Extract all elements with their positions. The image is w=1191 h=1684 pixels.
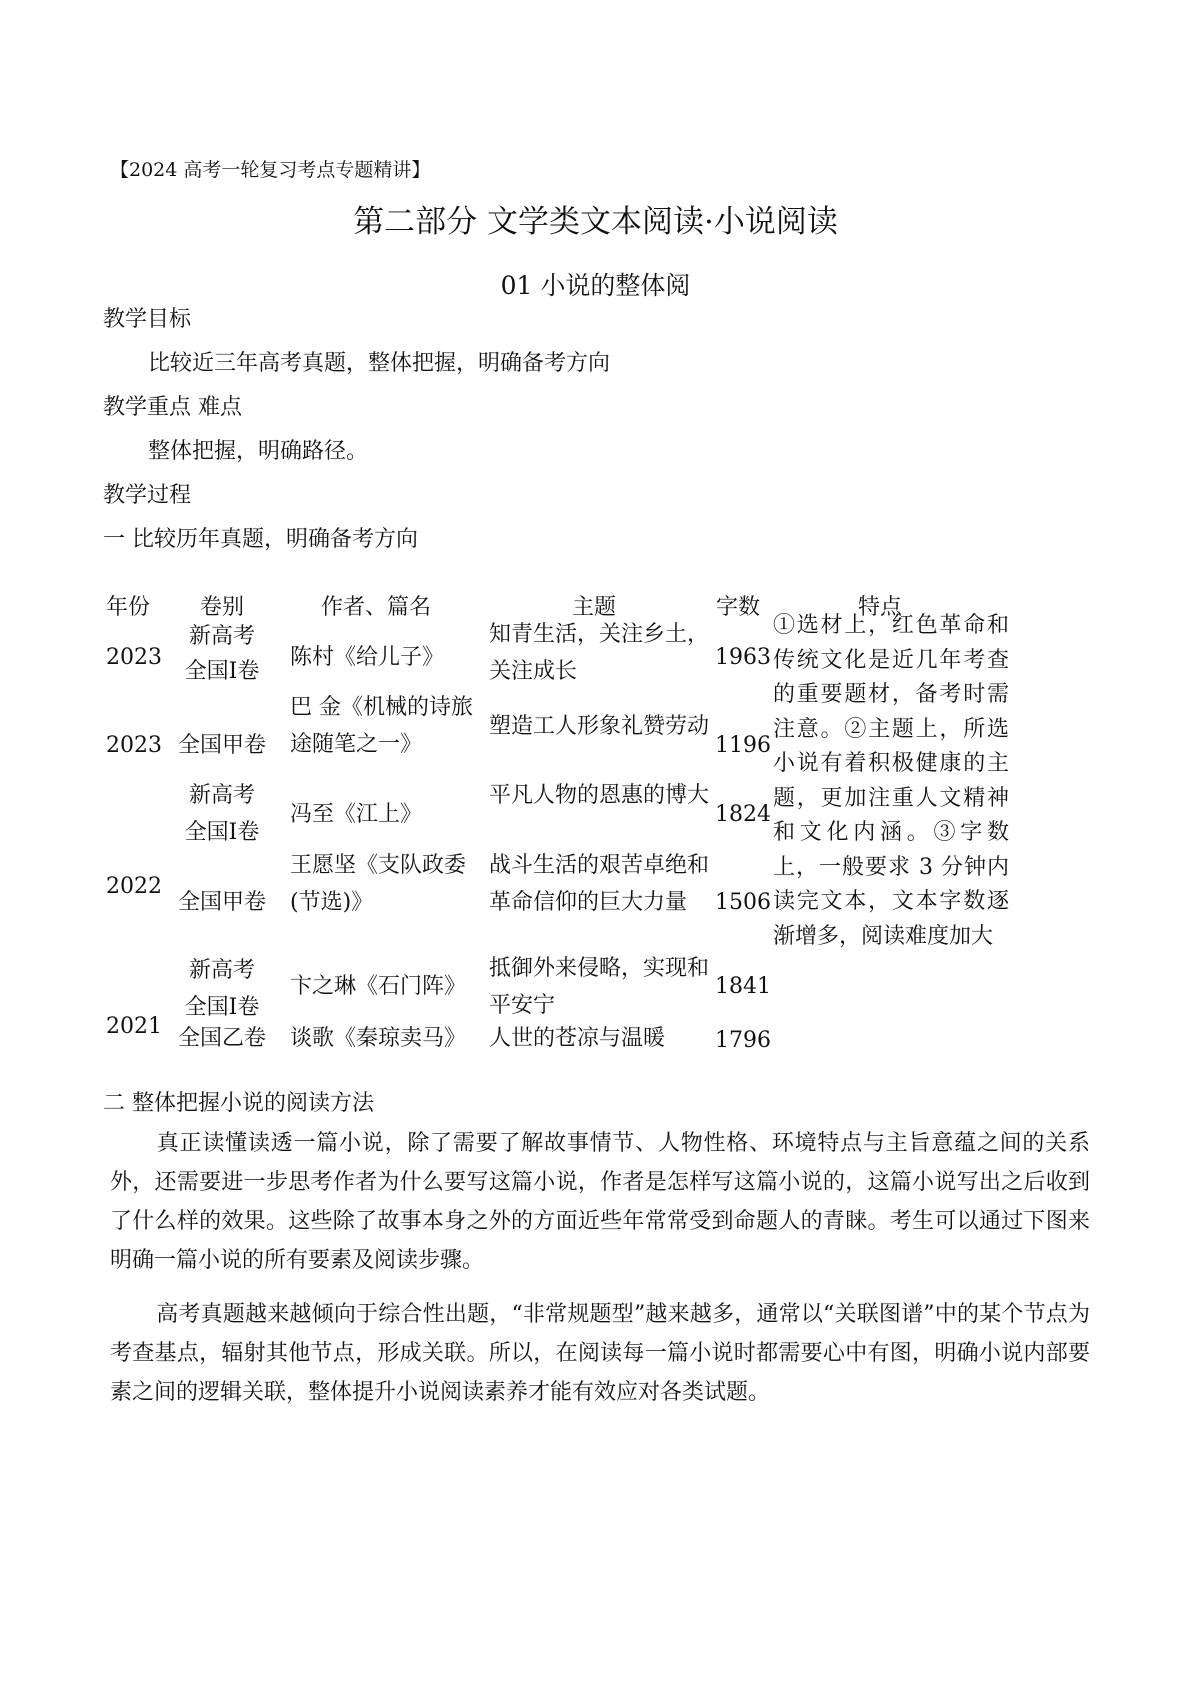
year-cell: 2021	[106, 1014, 162, 1039]
paper-cell: 新高考 全国Ⅰ卷	[184, 958, 260, 1020]
paper-cell: 新高考 全国Ⅰ卷	[184, 624, 260, 684]
words-cell: 1963	[715, 645, 771, 670]
page-title: 第二部分 文学类文本阅读·小说阅读	[353, 204, 838, 240]
th-year: 年份	[106, 595, 151, 620]
words-cell: 1841	[715, 974, 771, 999]
work-cell: 陈村《给儿子》	[290, 645, 445, 670]
paragraph-1	[110, 1124, 1090, 1280]
theme-cell: 平凡人物的恩惠的博大	[489, 783, 710, 808]
words-cell: 1796	[715, 1028, 771, 1053]
theme-cell: 抵御外来侵略，实现和平安宁	[489, 956, 710, 1018]
series-tag: 【2024 高考一轮复习考点专题精讲】	[110, 159, 431, 181]
th-words: 字数	[716, 595, 761, 620]
lesson-title: 01 小说的整体阅	[500, 271, 691, 300]
th-paper: 卷别	[199, 595, 244, 620]
paper-cell: 新高考 全国Ⅰ卷	[184, 783, 260, 845]
goal-label: 教学目标	[103, 307, 192, 332]
th-features: 特点	[858, 595, 903, 620]
paper-cell: 全国甲卷	[177, 890, 266, 915]
theme-cell: 知青生活，关注乡土，关注成长	[489, 622, 710, 684]
work-cell: 卞之琳《石门阵》	[290, 974, 467, 999]
part2-heading: 二 整体把握小说的阅读方法	[103, 1091, 374, 1116]
year-cell: 2023	[106, 645, 162, 670]
year-cell: 2023	[106, 733, 162, 758]
goal-text: 比较近三年高考真题，整体把握，明确备考方向	[148, 351, 611, 376]
year-cell: 2022	[106, 874, 162, 899]
words-cell: 1506	[715, 890, 771, 915]
words-cell: 1196	[715, 733, 771, 758]
th-work: 作者、篇名	[321, 595, 432, 620]
paragraph-2-text: 高考真题越来越倾向于综合性出题，“非常规题型”越来越多，通常以“关联图谱”中的某个节点为考查基点，辐射其他节点，形成关联。所以，在阅读每一篇小说时都需要心中有图，明确小说内部要素之间的逻辑关联，整体提升小说阅读素养才能有效应对各类试题。	[110, 1302, 1090, 1405]
paragraph-1-text: 真正读懂读透一篇小说，除了需要了解故事情节、人物性格、环境特点与主旨意蕴之间的关系外，还需要进一步思考作者为什么要写这篇小说，作者是怎样写这篇小说的，这篇小说写出之后收到了什么样的效果。这些除了故事本身之外的方面近些年常常受到命题人的青睐。考生可以通过下图来明确一篇小说的所有要素及阅读步骤。	[110, 1131, 1090, 1273]
words-cell: 1824	[715, 802, 771, 827]
focus-label: 教学重点 难点	[103, 395, 242, 420]
theme-cell: 战斗生活的艰苦卓绝和革命信仰的巨大力量	[489, 853, 710, 915]
work-cell: 巴 金《机械的诗旅途随笔之一》	[290, 695, 473, 757]
focus-text: 整体把握，明确路径。	[148, 439, 369, 464]
paragraph-2	[110, 1295, 1090, 1412]
theme-cell: 人世的苍凉与温暖	[489, 1026, 666, 1051]
work-cell: 冯至《江上》	[290, 802, 423, 827]
paper-cell: 全国甲卷	[177, 733, 266, 758]
part1-heading: 一 比较历年真题，明确备考方向	[103, 527, 418, 552]
process-label: 教学过程	[103, 483, 192, 508]
paper-cell: 全国乙卷	[177, 1026, 266, 1051]
theme-cell: 塑造工人形象礼赞劳动	[489, 714, 710, 739]
features-cell: ①选材上，红色革命和传统文化是近几年考查的重要题材，备考时需注意。②主题上，所选小说有着积极健康的主题，更加注重人文精神和文化内涵。③字数上，一般要求 3 分钟内读完文本，文本字数逐渐增多，阅读难度加大	[773, 613, 1009, 949]
th-theme: 主题	[572, 595, 617, 620]
work-cell: 谈歌《秦琼卖马》	[290, 1026, 467, 1051]
work-cell: 王愿坚《支队政委(节选)》	[290, 853, 467, 915]
